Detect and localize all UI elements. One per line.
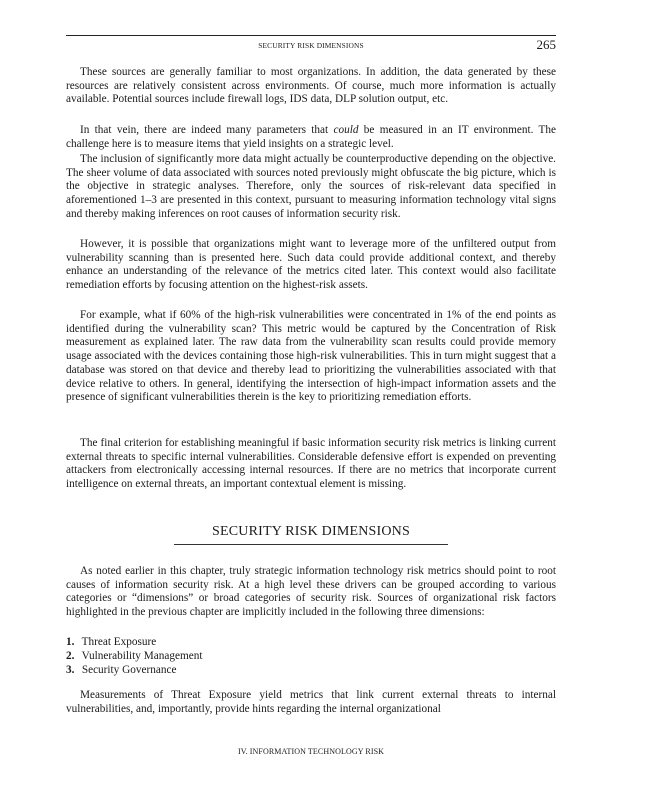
page-number: 265 [536, 37, 556, 52]
paragraph-threat-exposure: Measurements of Threat Exposure yield metrics that link current external threats to internal vulnerabilities, and, importantly, provide hints regarding the internal organizational [66, 689, 556, 715]
list-item-number: 1. [66, 636, 75, 648]
section-heading-rule [174, 544, 448, 545]
list-item [66, 650, 556, 664]
list-item-text: Vulnerability Management [81, 649, 203, 662]
emphasis-could: could [333, 124, 359, 136]
section-heading: SECURITY RISK DIMENSIONS [212, 524, 410, 539]
dimensions-list [66, 636, 556, 677]
paragraph-unfiltered-output: However, it is possible that organizations might want to leverage more of the unfiltered output from vulnerability scanning than is presented here. Such data could provide additional context, and thereby enhance an understanding of the relevance of the metrics cited later. This context would also facilitate remediation efforts by focusing attention on the highest-risk assets. [66, 238, 556, 292]
paragraph-dimensions-intro: As noted earlier in this chapter, truly strategic information technology risk metrics should point to root causes of information security risk. At a high level these drivers can be grouped according to various categories or “dimensions” or broad categories of security risk. Sources of organizational risk factors highlighted in the previous chapter are implicitly included in the following three dimensions: [66, 565, 556, 619]
paragraph-parameters [66, 124, 556, 151]
list-item-number: 3. [66, 663, 75, 676]
list-item [66, 664, 556, 678]
running-head: SECURITY RISK DIMENSIONS [258, 41, 364, 50]
paragraph-inclusion-of-data: The inclusion of significantly more data might actually be counterproductive depending on the objective. The sheer volume of data associated with sources noted previously might obfuscate the big picture, which is the objective in strategic analyses. Therefore, only the sources of risk-relevant data specified in aforementioned 1–3 are presented in this context, pursuant to measuring information technology vital signs and thereby making inferences on root causes of information security risk. [66, 153, 556, 220]
list-item-text: Security Governance [81, 663, 177, 676]
paragraph-parameters-text-b: be measured in an IT environment. The challenge here is to measure items that yield insights on a strategic level. [66, 124, 557, 150]
header-rule [66, 35, 556, 36]
paragraph-final-criterion: The final criterion for establishing meaningful if basic information security risk metrics is linking current external threats to specific internal vulnerabilities. Considerable defensive effort is expended on preventing attackers from electronically accessing internal resources. If there are no metrics that incorporate current intelligence on external threats, an important contextual element is missing. [66, 437, 556, 491]
page-footer: IV. INFORMATION TECHNOLOGY RISK [237, 747, 385, 756]
list-item-text: Threat Exposure [81, 636, 157, 648]
list-item-number: 2. [66, 649, 75, 662]
paragraph-example-concentration: For example, what if 60% of the high-risk vulnerabilities were concentrated in 1% of the end points as identified during the vulnerability scan? This metric would be captured by the Concentration of Risk measurement as explained later. The raw data from the vulnerability scan results could provide memory usage associated with the devices containing those high-risk vulnerabilities. This in turn might suggest that a database was stored on that device and thereby lead to prioritizing the vulnerabilities associated with that device relative to others. In general, identifying the intersection of high-impact information assets and the presence of significant vulnerabilities therein is the key to prioritizing remediation efforts. [66, 309, 556, 404]
list-item [66, 636, 556, 650]
paragraph-sources-familiar: These sources are generally familiar to most organizations. In addition, the data generated by these resources are relatively consistent across environments. Of course, much more information is actually available. Potential sources include firewall logs, IDS data, DLP solution output, etc. [66, 66, 556, 106]
paragraph-parameters-text-a: In that vein, there are indeed many parameters that [80, 124, 334, 136]
